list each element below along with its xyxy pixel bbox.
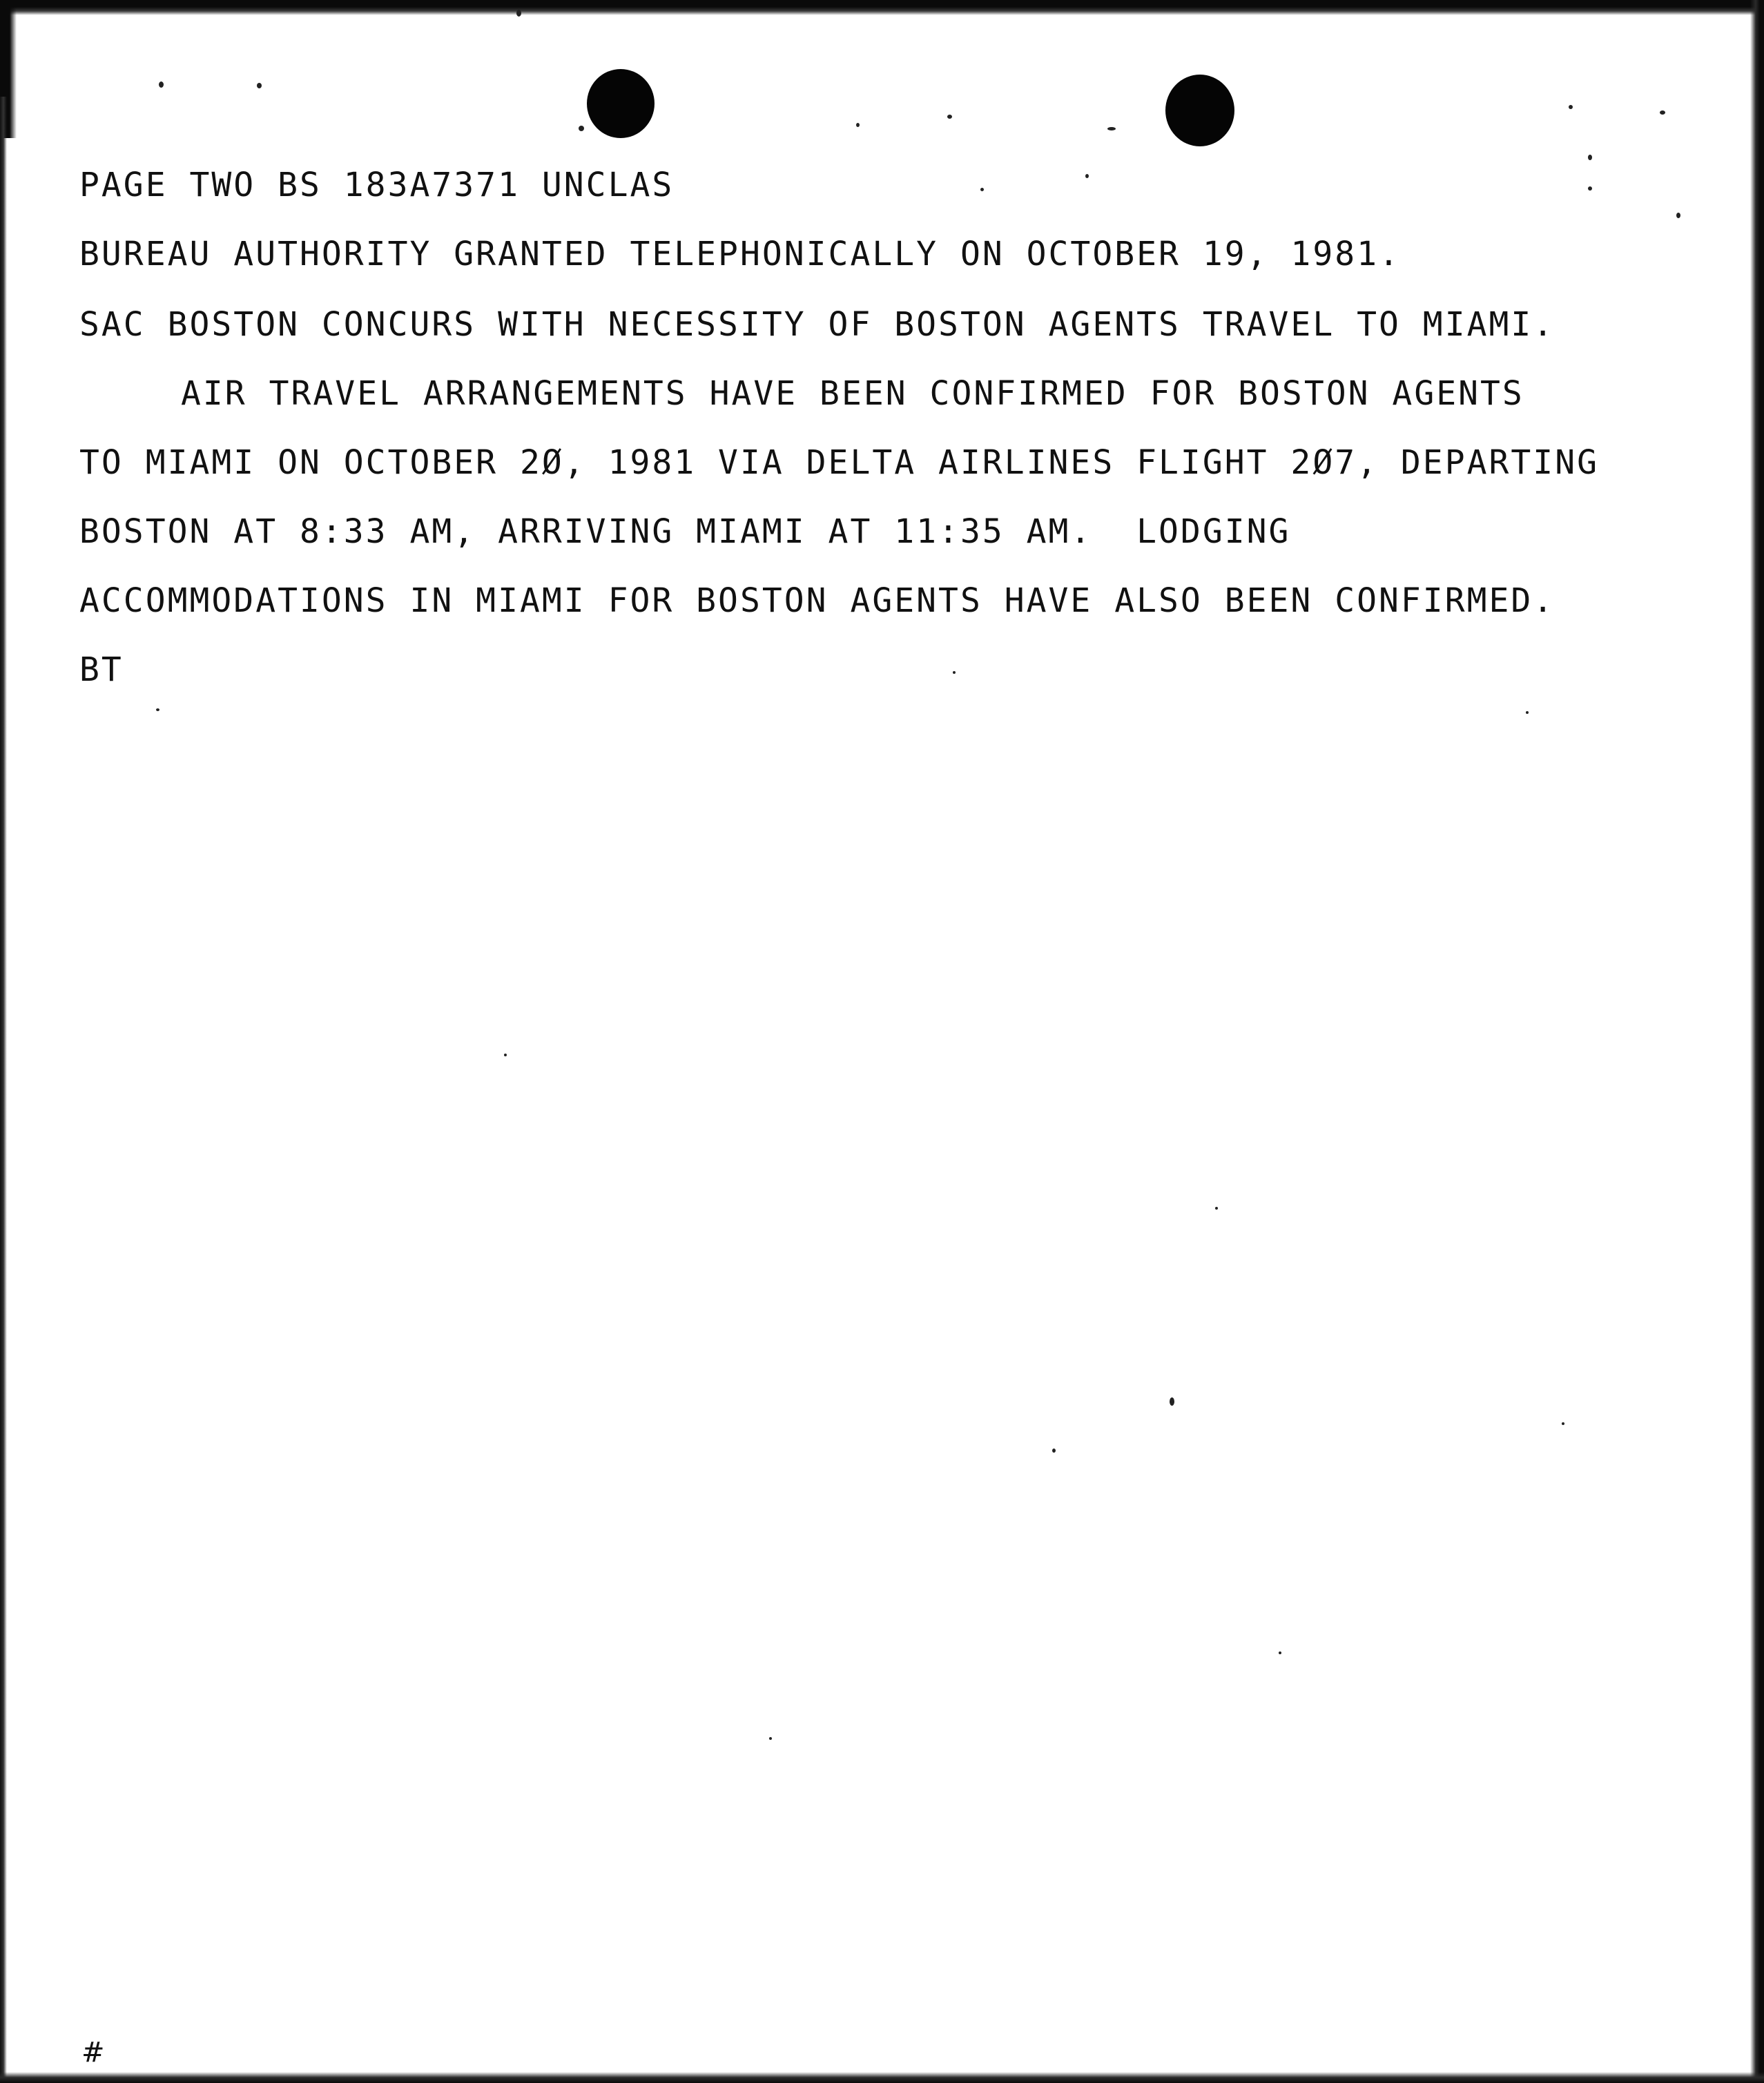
body-line: TO MIAMI ON OCTOBER 2Ø, 1981 VIA DELTA AIRLINES FLIGHT 2Ø7, DEPARTING [79, 443, 1599, 482]
scan-speck [953, 671, 956, 674]
body-line: AIR TRAVEL ARRANGEMENTS HAVE BEEN CONFIRMED FOR BOSTON AGENTS [181, 374, 1524, 413]
scan-speck [1588, 155, 1592, 160]
scan-speck [947, 115, 952, 119]
scan-speck [156, 708, 159, 711]
scan-speck [159, 81, 164, 88]
scan-edge-top [0, 0, 1764, 15]
body-line: BOSTON AT 8:33 AM, ARRIVING MIAMI AT 11:35 AM. LODGING [79, 512, 1291, 551]
scan-speck [1588, 186, 1592, 191]
header-line: PAGE TWO BS 183A7371 UNCLAS [79, 166, 675, 204]
punch-hole-left [587, 69, 655, 138]
scan-speck [769, 1737, 772, 1740]
scan-edge-bottom [0, 2072, 1764, 2083]
footer-hash-mark: # [81, 2037, 105, 2069]
body-line: BUREAU AUTHORITY GRANTED TELEPHONICALLY ON OCTOBER 19, 1981. [79, 235, 1401, 273]
scan-speck [516, 10, 521, 17]
scan-edge-right [1750, 0, 1764, 2083]
scan-edge-left [0, 97, 7, 2083]
scan-speck [257, 83, 262, 88]
scan-speck [856, 123, 860, 127]
scan-speck [1279, 1651, 1281, 1654]
scan-speck [1676, 213, 1680, 218]
scan-speck [1052, 1449, 1056, 1453]
body-line: SAC BOSTON CONCURS WITH NECESSITY OF BOSTON AGENTS TRAVEL TO MIAMI. [79, 305, 1555, 344]
scan-speck [1085, 174, 1089, 178]
scan-speck [504, 1054, 507, 1056]
scan-speck [1562, 1422, 1564, 1425]
scan-speck [1569, 105, 1573, 109]
body-line: BT [79, 650, 124, 689]
body-line: ACCOMMODATIONS IN MIAMI FOR BOSTON AGENTS HAVE ALSO BEEN CONFIRMED. [79, 581, 1555, 620]
scan-speck [579, 126, 584, 131]
punch-hole-right [1165, 75, 1234, 146]
scan-speck [1660, 110, 1665, 115]
scan-speck [1526, 711, 1529, 714]
scan-speck [1107, 127, 1116, 130]
scan-speck [1215, 1207, 1218, 1210]
scan-speck [1170, 1397, 1174, 1406]
scan-speck [980, 188, 984, 191]
